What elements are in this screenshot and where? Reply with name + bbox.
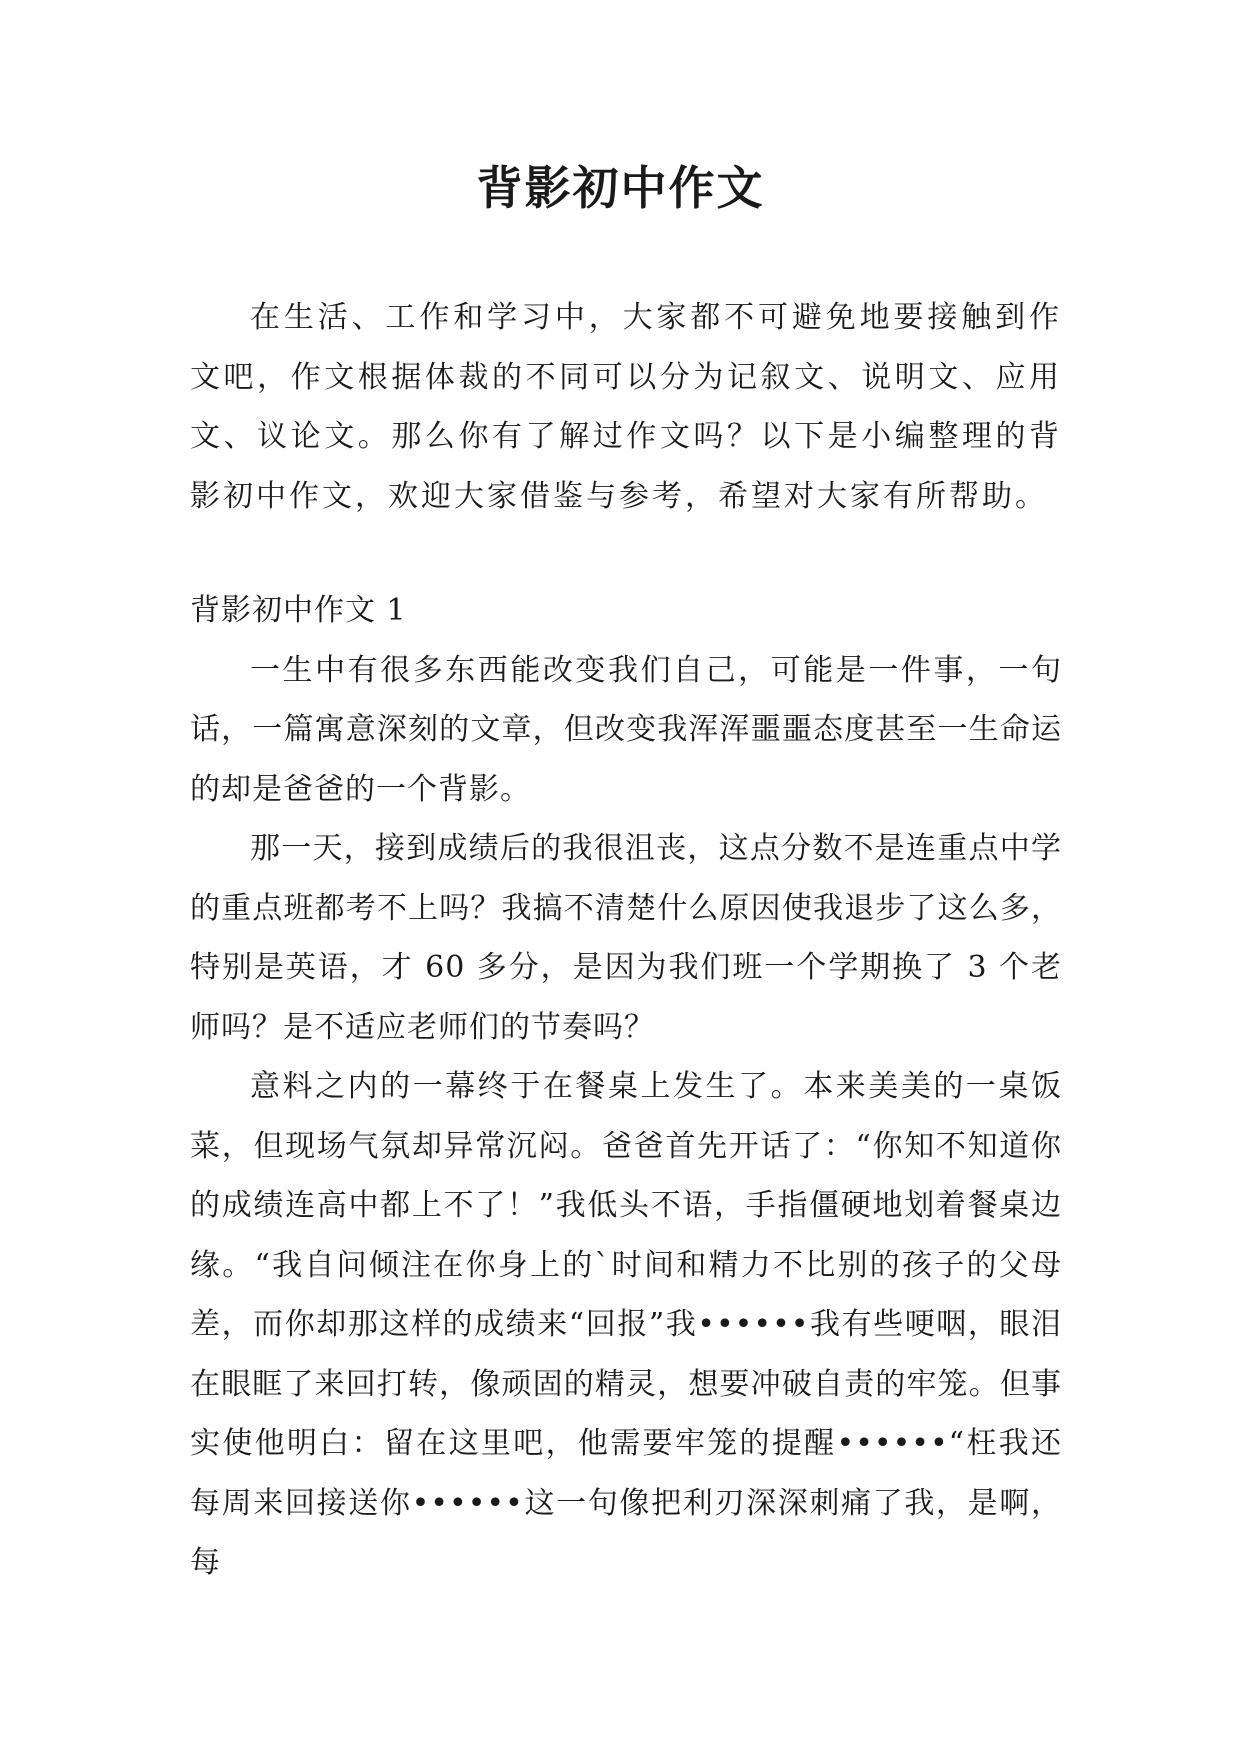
body-paragraph: 那一天，接到成绩后的我很沮丧，这点分数不是连重点中学的重点班都考不上吗？我搞不清楚什么原因使我退步了这么多，特别是英语，才 60 多分，是因为我们班一个学期换了 3 个老师吗？是不适应老师们的节奏吗？ xyxy=(190,831,1062,1045)
section-heading: 背影初中作文 1 xyxy=(190,593,407,628)
document-body xyxy=(190,288,1062,1593)
document-title: 背影初中作文 xyxy=(476,161,765,215)
body-paragraph: 意料之内的一幕终于在餐桌上发生了。本来美美的一桌饭菜，但现场气氛却异常沉闷。爸爸首先开话了：“你知不知道你的成绩连高中都上不了！”我低头不语，手指僵硬地划着餐桌边缘。“我自问倾注在你身上的`时间和精力不比别的孩子的父母差，而你却那这样的成绩来“回报”我••••••我有些哽咽，眼泪在眼眶了来回打转，像顽固的精灵，想要冲破自责的牢笼。但事实使他明白：留在这里吧，他需要牢笼的提醒••••••“枉我还每周来回接送你••••••这一句像把利刃深深刺痛了我，是啊，每 xyxy=(190,1069,1062,1580)
intro-paragraph: 在生活、工作和学习中，大家都不可避免地要接触到作文吧，作文根据体裁的不同可以分为记叙文、说明文、应用文、议论文。那么你有了解过作文吗？以下是小编整理的背影初中作文，欢迎大家借鉴与参考，希望对大家有所帮助。 xyxy=(190,300,1062,514)
section-spacer xyxy=(190,526,1062,581)
body-paragraph: 一生中有很多东西能改变我们自己，可能是一件事，一句话，一篇寓意深刻的文章，但改变我浑浑噩噩态度甚至一生命运的却是爸爸的一个背影。 xyxy=(190,652,1062,807)
